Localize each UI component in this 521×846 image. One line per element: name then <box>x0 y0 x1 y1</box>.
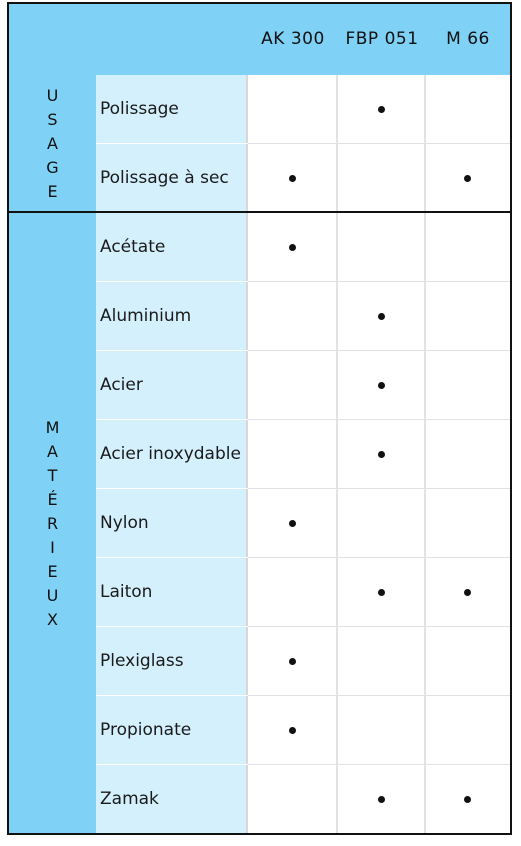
table-cell <box>338 489 426 558</box>
table-cell <box>338 627 426 696</box>
group-letter: U <box>46 586 59 605</box>
column-header-fbp-051: FBP 051 <box>345 29 419 49</box>
table-cell <box>426 489 510 558</box>
table-cell <box>248 213 338 282</box>
table-cell <box>248 696 338 765</box>
column-header-m-66: M 66 <box>446 29 490 49</box>
group-letter: M <box>45 418 60 437</box>
table-cell <box>426 627 510 696</box>
table-cell <box>338 420 426 489</box>
group-letter: E <box>47 182 58 201</box>
bullet-mark-icon <box>289 175 296 182</box>
group-label-materiaux <box>9 213 96 835</box>
table-cell <box>426 696 510 765</box>
table-row <box>96 420 510 489</box>
table-cell <box>426 213 510 282</box>
row-label: Propionate <box>96 696 248 765</box>
table-header <box>9 4 510 75</box>
bullet-mark-icon <box>289 244 296 251</box>
bullet-mark-icon <box>289 520 296 527</box>
table-row <box>96 351 510 420</box>
row-label: Nylon <box>96 489 248 558</box>
compatibility-table <box>7 2 512 835</box>
table-row <box>96 213 510 282</box>
table-cell <box>338 765 426 834</box>
group-letter: R <box>46 514 59 533</box>
table-cell <box>248 420 338 489</box>
table-row <box>96 696 510 765</box>
group-label-usage <box>9 75 96 213</box>
bullet-mark-icon <box>378 382 385 389</box>
table-cell <box>338 282 426 351</box>
table-cell <box>248 489 338 558</box>
group-letter: A <box>47 134 58 153</box>
bullet-mark-icon <box>464 796 471 803</box>
bullet-mark-icon <box>289 727 296 734</box>
table-row <box>96 75 510 144</box>
bullet-mark-icon <box>289 658 296 665</box>
group-letter: T <box>47 466 58 485</box>
table-cell <box>248 627 338 696</box>
row-label: Polissage à sec <box>96 144 248 213</box>
group-letter: É <box>47 490 58 509</box>
bullet-mark-icon <box>378 589 385 596</box>
row-label: Acier <box>96 351 248 420</box>
group-letter: U <box>46 86 59 105</box>
table-cell <box>426 765 510 834</box>
bullet-mark-icon <box>464 175 471 182</box>
table-cell <box>248 75 338 144</box>
table-cell <box>338 213 426 282</box>
group-letter: I <box>50 538 55 557</box>
group-letter: X <box>47 610 58 629</box>
row-label: Acétate <box>96 213 248 282</box>
bullet-mark-icon <box>378 106 385 113</box>
table-cell <box>338 351 426 420</box>
bullet-mark-icon <box>464 589 471 596</box>
table-row <box>96 144 510 213</box>
table-cell <box>248 351 338 420</box>
row-label: Laiton <box>96 558 248 627</box>
table-row <box>96 765 510 834</box>
column-header-ak-300: AK 300 <box>261 29 325 49</box>
bullet-mark-icon <box>378 451 385 458</box>
table-row <box>96 558 510 627</box>
row-label: Acier inoxydable <box>96 420 248 489</box>
table-cell <box>338 696 426 765</box>
table-cell <box>426 282 510 351</box>
table-cell <box>248 282 338 351</box>
table-cell <box>248 558 338 627</box>
row-label: Aluminium <box>96 282 248 351</box>
table-cell <box>426 558 510 627</box>
group-divider <box>9 211 510 213</box>
group-letter: G <box>46 158 59 177</box>
table-cell <box>426 75 510 144</box>
table-cell <box>338 558 426 627</box>
group-letter: A <box>47 442 58 461</box>
row-label: Polissage <box>96 75 248 144</box>
bullet-mark-icon <box>378 796 385 803</box>
row-label: Plexiglass <box>96 627 248 696</box>
table-cell <box>338 75 426 144</box>
table-cell <box>248 765 338 834</box>
table-cell <box>248 144 338 213</box>
row-label: Zamak <box>96 765 248 834</box>
table-cell <box>426 144 510 213</box>
table-row <box>96 627 510 696</box>
table-cell <box>426 420 510 489</box>
table-row <box>96 489 510 558</box>
table-cell <box>338 144 426 213</box>
table-row <box>96 282 510 351</box>
table-cell <box>426 351 510 420</box>
bullet-mark-icon <box>378 313 385 320</box>
group-letter: E <box>47 562 58 581</box>
group-letter: S <box>47 110 58 129</box>
